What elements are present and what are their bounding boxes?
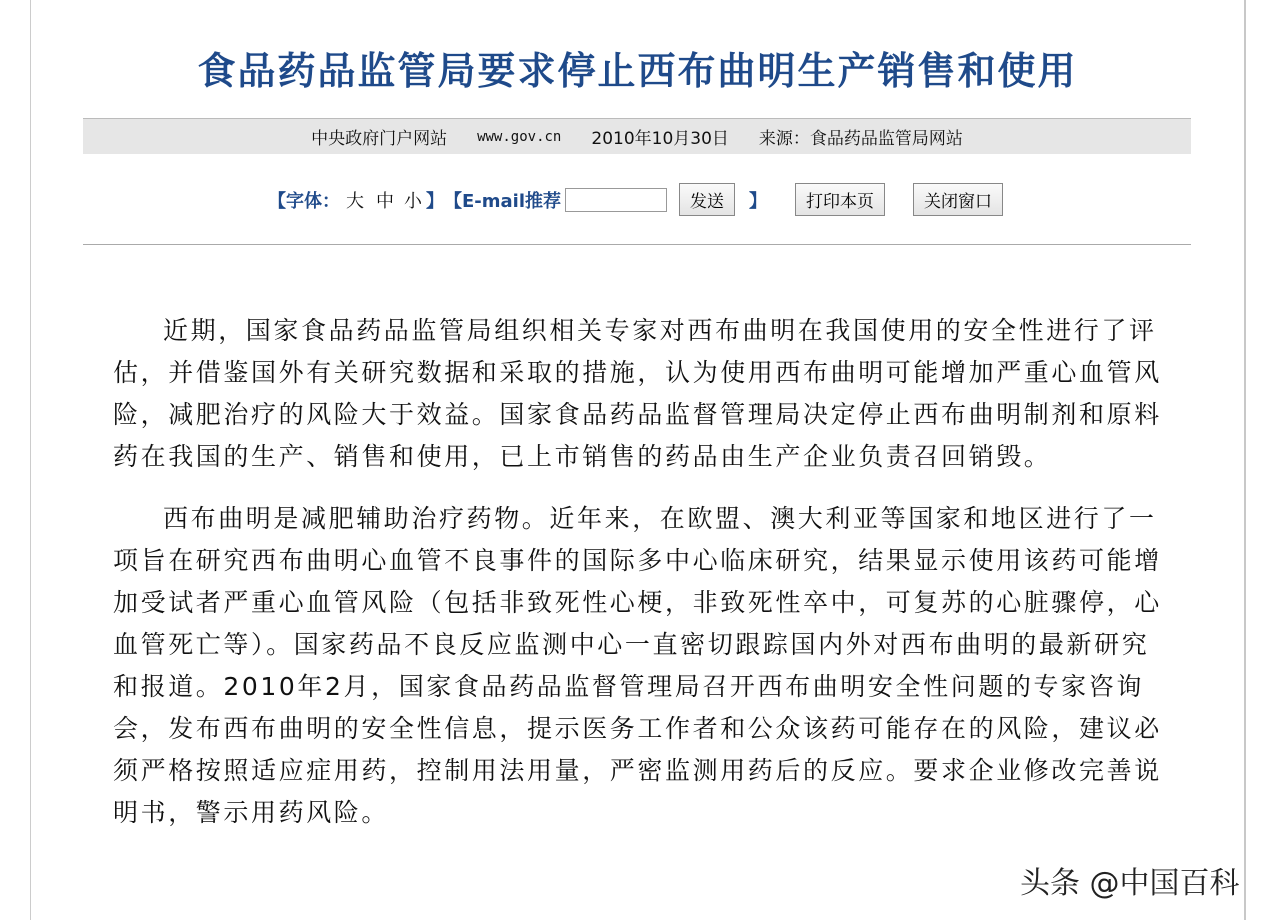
email-input[interactable] bbox=[565, 188, 667, 212]
send-button[interactable]: 发送 bbox=[679, 183, 735, 216]
paragraph: 近期，国家食品药品监管局组织相关专家对西布曲明在我国使用的安全性进行了评估，并借鉴国外有关研究数据和采取的措施，认为使用西布曲明可能增加严重心血管风险，减肥治疗的风险大于效益。国家食品药品监督管理局决定停止西布曲明制剂和原料药在我国的生产、销售和使用，已上市销售的药品由生产企业负责召回销毁。 bbox=[113, 316, 1162, 471]
publish-date: 2010年10月30日 bbox=[591, 129, 729, 149]
site-name: 中央政府门户网站 bbox=[311, 129, 448, 149]
print-button[interactable]: 打印本页 bbox=[795, 183, 885, 216]
article-page bbox=[30, 0, 1246, 920]
article-body bbox=[113, 310, 1165, 854]
site-url: www.gov.cn bbox=[477, 128, 562, 145]
font-small-link[interactable]: 小 bbox=[403, 190, 422, 212]
toolbar bbox=[31, 183, 1244, 216]
font-medium-link[interactable]: 中 bbox=[375, 190, 394, 212]
close-window-button[interactable]: 关闭窗口 bbox=[913, 183, 1003, 216]
bracket: 】 bbox=[425, 190, 444, 212]
divider bbox=[83, 244, 1191, 245]
paragraph: 西布曲明是减肥辅助治疗药物。近年来，在欧盟、澳大利亚等国家和地区进行了一项旨在研究西布曲明心血管不良事件的国际多中心临床研究，结果显示使用该药可能增加受试者严重心血管风险（包括非致死性心梗，非致死性卒中，可复苏的心脏骤停，心血管死亡等）。国家药品不良反应监测中心一直密切跟踪国内外对西布曲明的最新研究和报道。2010年2月，国家食品药品监督管理局召开西布曲明安全性问题的专家咨询会，发布西布曲明的安全性信息，提示医务工作者和公众该药可能存在的风险，建议必须严格按照适应症用药，控制用法用量，严密监测用药后的反应。要求企业修改完善说明书，警示用药风险。 bbox=[113, 504, 1162, 827]
source: 来源：食品药品监管局网站 bbox=[758, 129, 963, 149]
meta-bar bbox=[83, 118, 1191, 154]
email-label: 【E-mail推荐 bbox=[443, 190, 561, 212]
bracket: 】 bbox=[749, 190, 767, 212]
font-large-link[interactable]: 大 bbox=[345, 190, 364, 212]
font-size-label: 【字体： bbox=[267, 190, 340, 212]
watermark: 头条 @中国百科 bbox=[1020, 866, 1240, 901]
page-title: 食品药品监管局要求停止西布曲明生产销售和使用 bbox=[197, 48, 1078, 93]
